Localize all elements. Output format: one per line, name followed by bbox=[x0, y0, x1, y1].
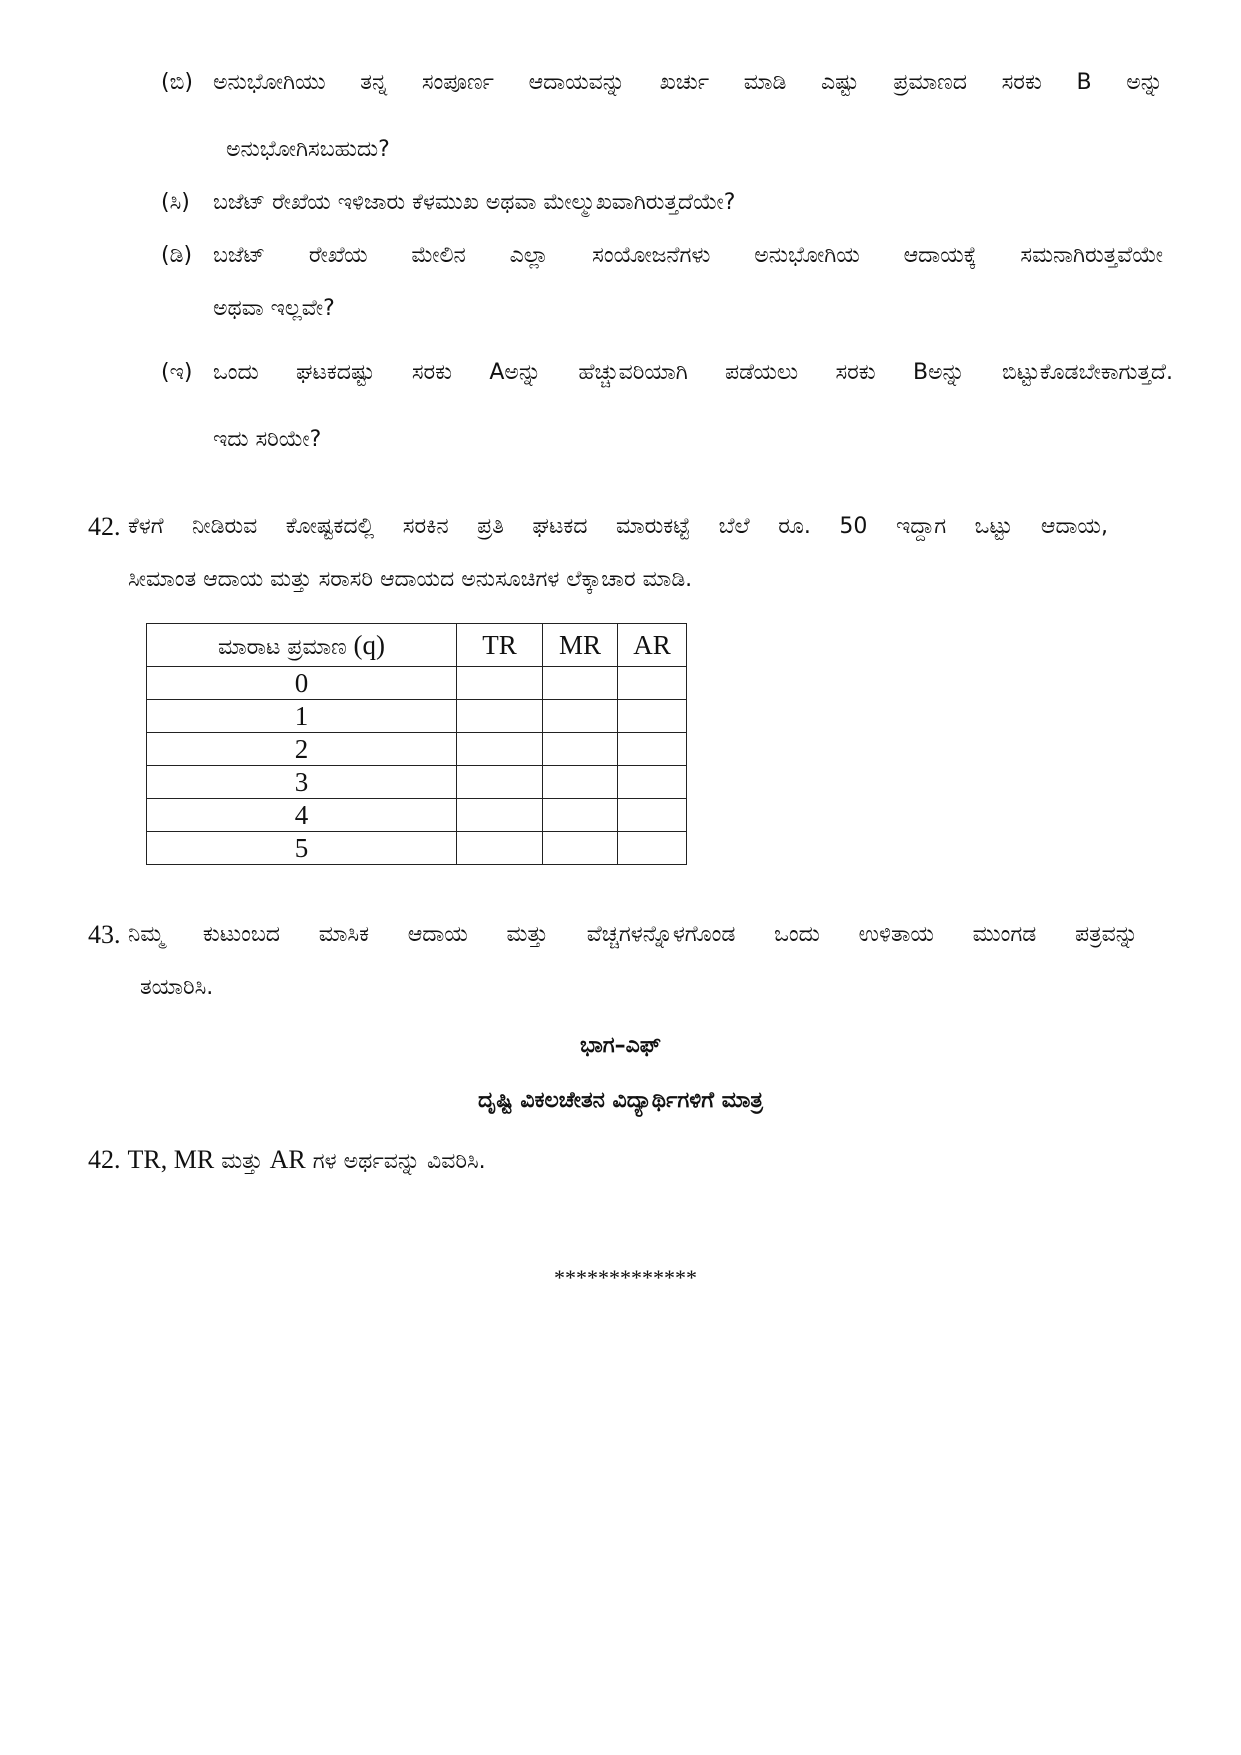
q42-cell-ar bbox=[618, 766, 687, 799]
table-row bbox=[147, 700, 687, 733]
q42-header-quantity-kn: ಮಾರಾಟ ಪ್ರಮಾಣ bbox=[217, 634, 347, 660]
q42-cell-q: 2 bbox=[147, 733, 457, 766]
q42-table bbox=[146, 623, 687, 865]
q42-text-line2: ಸೀಮಾಂತ ಆದಾಯ ಮತ್ತು ಸರಾಸರಿ ಆದಾಯದ ಅನುಸೂಚಿಗಳ ಲೆಕ್ಕಾಚಾರ ಮಾಡಿ. bbox=[128, 567, 693, 592]
q42-cell-tr bbox=[457, 799, 543, 832]
q42-cell-mr bbox=[543, 667, 618, 700]
q42-cell-q: 3 bbox=[147, 766, 457, 799]
q42-cell-ar bbox=[618, 832, 687, 865]
q42-cell-ar bbox=[618, 700, 687, 733]
q42-header-quantity-sym: (q) bbox=[353, 629, 386, 660]
q42-cell-mr bbox=[543, 832, 618, 865]
q42-header-ar: AR bbox=[618, 624, 687, 667]
footer-stars: ************* bbox=[554, 1265, 697, 1290]
q41-e-text-line1: ಒಂದು ಘಟಕದಷ್ಟು ಸರಕು Aಅನ್ನು ಹೆಚ್ಚುವರಿಯಾಗಿ ಪಡೆಯಲು ಸರಕು Bಅನ್ನು ಬಿಟ್ಟುಕೊಡಬೇಕಾಗುತ್ತದೆ. bbox=[213, 360, 1173, 385]
table-row bbox=[147, 766, 687, 799]
q42-cell-q: 0 bbox=[147, 667, 457, 700]
q42-cell-ar bbox=[618, 733, 687, 766]
part-f-q42-number: 42. bbox=[88, 1145, 121, 1174]
q42-cell-tr bbox=[457, 766, 543, 799]
q42-header-mr: MR bbox=[543, 624, 618, 667]
q42-cell-tr bbox=[457, 733, 543, 766]
q41-d-text-line2: ಅಥವಾ ಇಲ್ಲವೇ? bbox=[213, 296, 335, 321]
q41-e-text-line2: ಇದು ಸರಿಯೇ? bbox=[213, 427, 322, 452]
q42-number: 42. bbox=[88, 512, 121, 541]
q42-cell-tr bbox=[457, 667, 543, 700]
q42-cell-q: 1 bbox=[147, 700, 457, 733]
q41-d-text-line1: ಬಜೆಟ್ ರೇಖೆಯ ಮೇಲಿನ ಎಲ್ಲಾ ಸಂಯೋಜನೆಗಳು ಅನುಭೋಗಿಯ ಆದಾಯಕ್ಕೆ ಸಮನಾಗಿರುತ್ತವೆಯೇ bbox=[213, 243, 1163, 268]
q42-text-line1: ಕೆಳಗೆ ನೀಡಿರುವ ಕೋಷ್ಟಕದಲ್ಲಿ ಸರಕಿನ ಪ್ರತಿ ಘಟಕದ ಮಾರುಕಟ್ಟೆ ಬೆಲೆ ರೂ. 50 ಇದ್ದಾಗ ಒಟ್ಟು ಆದಾಯ, bbox=[128, 514, 1108, 539]
q41-b-text-line1: ಅನುಭೋಗಿಯು ತನ್ನ ಸಂಪೂರ್ಣ ಆದಾಯವನ್ನು ಖರ್ಚು ಮಾಡಿ ಎಷ್ಟು ಪ್ರಮಾಣದ ಸರಕು B ಅನ್ನು bbox=[213, 70, 1163, 95]
q42-cell-tr bbox=[457, 832, 543, 865]
q42-table-header-row bbox=[147, 624, 687, 667]
q41-c-text: ಬಜೆಟ್ ರೇಖೆಯ ಇಳಿಜಾರು ಕೆಳಮುಖ ಅಥವಾ ಮೇಲ್ಮುಖವಾಗಿರುತ್ತದೆಯೇ? bbox=[213, 190, 736, 215]
table-row bbox=[147, 799, 687, 832]
q42-cell-ar bbox=[618, 667, 687, 700]
q42-cell-q: 4 bbox=[147, 799, 457, 832]
q41-d-label: (ಡಿ) bbox=[161, 243, 193, 268]
q41-b-label: (ಬಿ) bbox=[161, 70, 193, 95]
q42-cell-ar bbox=[618, 799, 687, 832]
part-f-q42-kn1: ಮತ್ತು bbox=[221, 1149, 263, 1174]
q43-text-line2: ತಯಾರಿಸಿ. bbox=[140, 975, 214, 1000]
table-row bbox=[147, 733, 687, 766]
part-f-q42-kn2: ಗಳ ಅರ್ಥವನ್ನು ವಿವರಿಸಿ. bbox=[312, 1149, 486, 1174]
q42-header-quantity bbox=[147, 624, 457, 667]
q42-cell-mr bbox=[543, 766, 618, 799]
part-f-subheading: ದೃಷ್ಟಿ ವಿಕಲಚೇತನ ವಿದ್ಯಾರ್ಥಿಗಳಿಗೆ ಮಾತ್ರ bbox=[478, 1088, 763, 1113]
q42-cell-q: 5 bbox=[147, 832, 457, 865]
q41-e-label: (ಇ) bbox=[161, 360, 193, 385]
q41-b-text-line2: ಅನುಭೋಗಿಸಬಹುದು? bbox=[226, 137, 390, 162]
q41-c-label: (ಸಿ) bbox=[161, 190, 190, 215]
q43-text-line1: ನಿಮ್ಮ ಕುಟುಂಬದ ಮಾಸಿಕ ಆದಾಯ ಮತ್ತು ವೆಚ್ಚಗಳನ್ನೊಳಗೊಂಡ ಒಂದು ಉಳಿತಾಯ ಮುಂಗಡ ಪತ್ರವನ್ನು bbox=[128, 922, 1138, 947]
q43-number: 43. bbox=[88, 920, 121, 949]
q42-cell-mr bbox=[543, 700, 618, 733]
part-f-q42-en: TR, MR bbox=[127, 1145, 215, 1174]
q42-cell-mr bbox=[543, 799, 618, 832]
table-row bbox=[147, 832, 687, 865]
q42-cell-mr bbox=[543, 733, 618, 766]
q42-cell-tr bbox=[457, 700, 543, 733]
part-f-q42 bbox=[88, 1145, 486, 1177]
part-f-heading: ಭಾಗ–ಎಫ್ bbox=[579, 1033, 662, 1058]
q42-header-tr: TR bbox=[457, 624, 543, 667]
part-f-q42-en2: AR bbox=[269, 1145, 306, 1174]
table-row bbox=[147, 667, 687, 700]
